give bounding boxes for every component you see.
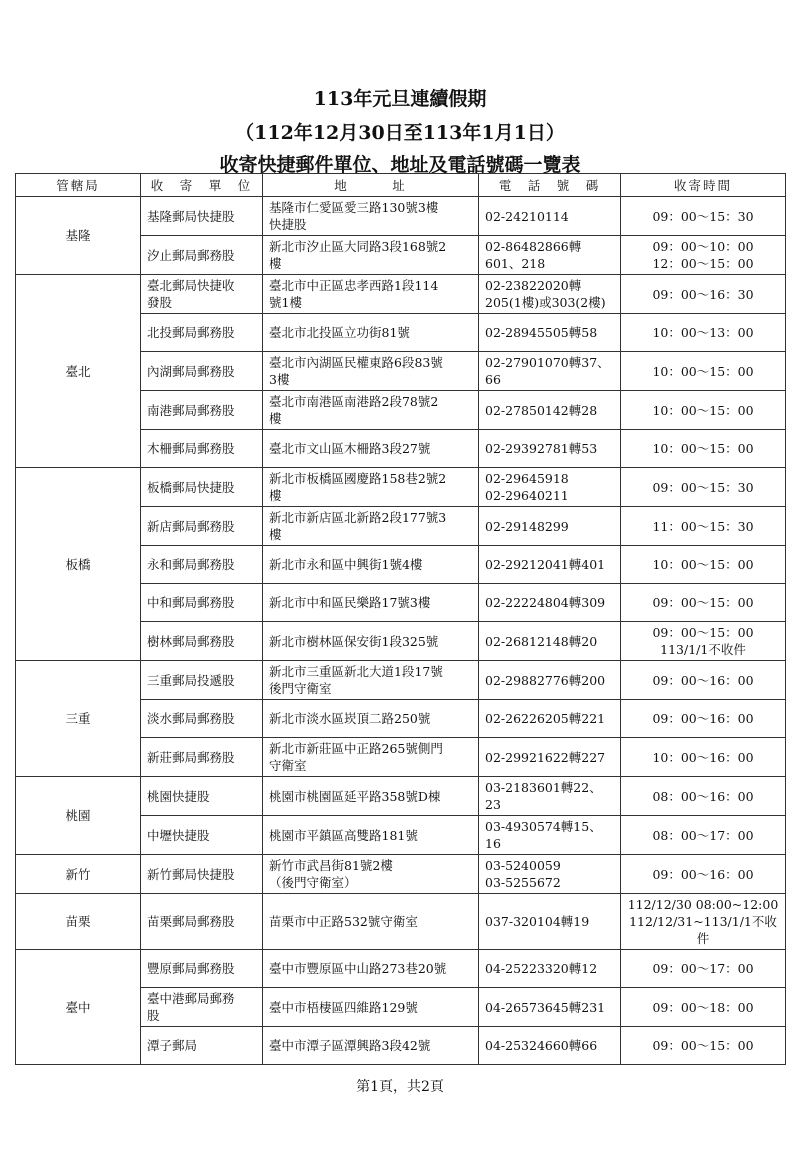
table-row: [16, 275, 786, 314]
region-cell: 三重: [16, 661, 141, 777]
table-body: [16, 197, 786, 1065]
phone-cell: [479, 584, 621, 622]
col-header-address: 地 址: [263, 174, 479, 197]
phone-cell: [479, 816, 621, 855]
unit-cell-line: 潭子郵局: [147, 1038, 198, 1053]
unit-cell: [141, 738, 263, 777]
hours-cell: [621, 661, 786, 700]
phone-cell-line: 02-27850142轉28: [485, 402, 598, 418]
unit-cell-line: 豐原郵局郵務股: [147, 961, 235, 976]
hours-cell: [621, 197, 786, 236]
unit-cell: [141, 816, 263, 855]
phone-cell: [479, 197, 621, 236]
phone-cell: [479, 622, 621, 661]
phone-cell-line: 04-25324660轉66: [485, 1038, 598, 1053]
phone-cell: [479, 546, 621, 584]
phone-cell-line: 02-26812148轉20: [485, 633, 598, 649]
express-mail-table: [15, 173, 786, 1065]
hours-cell: [621, 894, 786, 950]
unit-cell: [141, 584, 263, 622]
address-cell-line: 樓: [269, 411, 282, 426]
unit-cell-line: 發股: [147, 295, 173, 310]
unit-cell: [141, 894, 263, 950]
hours-cell: [621, 622, 786, 661]
address-cell-line: 號1樓: [269, 295, 302, 310]
table-row: [16, 950, 786, 988]
unit-cell-line: 桃園快捷股: [147, 788, 210, 804]
address-cell-line: 樓: [269, 488, 282, 503]
hours-cell: [621, 700, 786, 738]
address-cell: [263, 352, 479, 391]
phone-cell: [479, 430, 621, 468]
unit-cell-line: 新莊郵局郵務股: [147, 749, 235, 765]
address-cell: [263, 236, 479, 275]
phone-cell-line: 02-26226205轉221: [485, 711, 606, 726]
phone-cell-line: 02-86482866轉: [485, 239, 582, 254]
table-header-row: [16, 174, 786, 197]
address-cell: [263, 391, 479, 430]
address-cell: [263, 507, 479, 546]
hours-cell: [621, 507, 786, 546]
hours-cell-line: 11：00～15：30: [652, 518, 754, 534]
hours-cell-line: 09：00～15：00: [652, 625, 754, 640]
table-row: [16, 468, 786, 507]
address-cell-line: 新北市三重區新北大道1段17號: [269, 664, 443, 679]
unit-cell: [141, 275, 263, 314]
hours-cell-line: 09：00～15：30: [652, 208, 754, 224]
unit-cell: [141, 352, 263, 391]
hours-cell: [621, 584, 786, 622]
phone-cell-line: 03-4930574轉15、16: [485, 819, 602, 851]
unit-cell: [141, 507, 263, 546]
address-cell: [263, 584, 479, 622]
address-cell-line: 新北市新店區北新路2段177號3: [269, 510, 447, 525]
region-cell: 板橋: [16, 468, 141, 661]
table-row: [16, 661, 786, 700]
phone-cell: [479, 507, 621, 546]
unit-cell-line: 南港郵局郵務股: [147, 402, 235, 418]
address-cell-line: 新北市永和區中興街1號4樓: [269, 557, 423, 572]
phone-cell-line: 02-29645918: [485, 471, 569, 486]
unit-cell-line: 臺中港郵局郵務: [147, 991, 235, 1006]
unit-cell: [141, 197, 263, 236]
unit-cell-line: 三重郵局投遞股: [147, 672, 235, 688]
address-cell-line: 桃園市桃園區延平路358號D棟: [269, 788, 441, 804]
date-range: （112年12月30日至113年1月1日）: [235, 122, 565, 144]
unit-cell-line: 樹林郵局郵務股: [147, 633, 235, 649]
unit-cell: [141, 236, 263, 275]
unit-cell: [141, 468, 263, 507]
region-cell: 基隆: [16, 197, 141, 275]
hours-cell-line: 10：00～15：00: [652, 557, 754, 572]
hours-cell-line: 112/12/30 08:00~12:00: [627, 897, 779, 912]
address-cell: [263, 1027, 479, 1065]
address-cell: [263, 197, 479, 236]
phone-cell-line: 04-26573645轉231: [485, 999, 606, 1015]
hours-cell: [621, 391, 786, 430]
address-cell: [263, 894, 479, 950]
unit-cell-line: 淡水郵局郵務股: [147, 711, 235, 726]
phone-cell-line: 02-24210114: [485, 208, 569, 224]
hours-cell-line: 09：00～16：00: [652, 711, 754, 726]
unit-cell: [141, 855, 263, 894]
address-cell-line: 守衛室: [269, 758, 307, 773]
address-cell: [263, 855, 479, 894]
unit-cell-line: 汐止郵局郵務股: [147, 247, 235, 263]
address-cell-line: 快捷股: [269, 217, 307, 232]
hours-cell: [621, 950, 786, 988]
unit-cell: [141, 777, 263, 816]
unit-cell: [141, 988, 263, 1027]
address-cell-line: 新竹市武昌街81號2樓: [269, 858, 393, 873]
region-cell: 苗栗: [16, 894, 141, 950]
unit-cell-line: 新竹郵局快捷股: [147, 866, 235, 882]
hours-cell: [621, 236, 786, 275]
address-cell-line: 臺北市北投區立功街81號: [269, 325, 410, 340]
address-cell-line: 新北市淡水區崁頂二路250號: [269, 711, 431, 726]
phone-cell: [479, 661, 621, 700]
hours-cell: [621, 855, 786, 894]
phone-cell-line: 02-28945505轉58: [485, 325, 598, 340]
col-header-phone: 電 話 號 碼: [479, 174, 621, 197]
col-header-region: 管轄局: [16, 174, 141, 197]
unit-cell-line: 中壢快捷股: [147, 827, 210, 843]
phone-cell-line: 02-29640211: [485, 488, 569, 503]
hours-cell-line: 12：00～15：00: [652, 256, 754, 271]
address-cell-line: 臺北市南港區南港路2段78號2: [269, 394, 439, 409]
col-header-unit: 收 寄 單 位: [141, 174, 263, 197]
phone-cell-line: 601、218: [485, 256, 546, 271]
address-cell: [263, 275, 479, 314]
unit-cell: [141, 391, 263, 430]
phone-cell: [479, 391, 621, 430]
phone-cell-line: 03-5255672: [485, 875, 561, 890]
address-cell: [263, 546, 479, 584]
hours-cell: [621, 430, 786, 468]
address-cell: [263, 622, 479, 661]
address-cell: [263, 988, 479, 1027]
hours-cell-line: 09：00～18：00: [652, 999, 754, 1015]
address-cell-line: 新北市樹林區保安街1段325號: [269, 633, 439, 649]
address-cell-line: 新北市汐止區大同路3段168號2: [269, 239, 447, 254]
unit-cell-line: 新店郵局郵務股: [147, 518, 235, 534]
address-cell-line: 3樓: [269, 372, 290, 387]
hours-cell-line: 113/1/1不收件: [660, 642, 746, 657]
table-row: [16, 197, 786, 236]
phone-cell: [479, 1027, 621, 1065]
table-row: [16, 855, 786, 894]
hours-cell-line: 09：00～15：00: [652, 595, 754, 610]
col-header-hours: 收寄時間: [621, 174, 786, 197]
hours-cell-line: 09：00～15：30: [652, 479, 754, 495]
phone-cell-line: 02-29148299: [485, 518, 569, 534]
hours-cell-line: 08：00～17：00: [652, 827, 754, 843]
hours-cell: [621, 988, 786, 1027]
phone-cell: [479, 738, 621, 777]
address-cell-line: 臺北市文山區木柵路3段27號: [269, 441, 431, 456]
phone-cell: [479, 855, 621, 894]
phone-cell: [479, 468, 621, 507]
unit-cell-line: 北投郵局郵務股: [147, 325, 235, 340]
unit-cell: [141, 430, 263, 468]
address-cell-line: 臺北市內湖區民權東路6段83號: [269, 355, 443, 370]
phone-cell-line: 66: [485, 372, 501, 387]
hours-cell-line: 10：00～13：00: [652, 325, 754, 340]
address-cell: [263, 700, 479, 738]
phone-cell: [479, 314, 621, 352]
phone-cell-line: 02-27901070轉37、: [485, 355, 610, 370]
hours-cell-line: 112/12/31~113/1/1不收件: [629, 914, 777, 946]
hours-cell: [621, 738, 786, 777]
address-cell-line: 新北市中和區民樂路17號3樓: [269, 595, 431, 610]
address-cell-line: 新北市新莊區中正路265號側門: [269, 741, 443, 756]
hours-cell-line: 10：00～16：00: [652, 749, 754, 765]
phone-cell-line: 02-22224804轉309: [485, 595, 606, 610]
unit-cell-line: 板橋郵局快捷股: [147, 479, 235, 495]
phone-cell-line: 205(1樓)或303(2樓): [485, 295, 606, 310]
address-cell: [263, 468, 479, 507]
address-cell-line: （後門守衛室）: [269, 875, 357, 890]
unit-cell-line: 內湖郵局郵務股: [147, 363, 235, 379]
phone-cell-line: 02-29921622轉227: [485, 749, 606, 765]
address-cell-line: 臺北市中正區忠孝西路1段114: [269, 278, 439, 293]
phone-cell-line: 03-2183601轉22、23: [485, 780, 602, 812]
phone-cell: [479, 894, 621, 950]
unit-cell-line: 臺北郵局快捷收: [147, 278, 235, 293]
phone-cell-line: 037-320104轉19: [485, 914, 590, 929]
address-cell-line: 桃園市平鎮區高雙路181號: [269, 827, 418, 843]
address-cell-line: 新北市板橋區國慶路158巷2號2: [269, 471, 447, 486]
unit-cell: [141, 314, 263, 352]
table-title: 收寄快捷郵件單位、地址及電話號碼一覽表: [219, 154, 581, 176]
hours-cell-line: 10：00～15：00: [652, 363, 754, 379]
address-cell-line: 臺中市潭子區潭興路3段42號: [269, 1038, 431, 1053]
hours-cell: [621, 1027, 786, 1065]
unit-cell-line: 基隆郵局快捷股: [147, 208, 235, 224]
address-cell-line: 臺中市豐原區中山路273巷20號: [269, 961, 447, 976]
hours-cell-line: 09：00～10：00: [652, 239, 754, 254]
hours-cell-line: 09：00～16：30: [652, 286, 754, 302]
phone-cell-line: 04-25223320轉12: [485, 961, 598, 976]
phone-cell-line: 02-29392781轉53: [485, 441, 598, 456]
hours-cell: [621, 816, 786, 855]
address-cell: [263, 950, 479, 988]
hours-cell: [621, 546, 786, 584]
phone-cell: [479, 236, 621, 275]
hours-cell-line: 08：00～16：00: [652, 788, 754, 804]
region-cell: 臺中: [16, 950, 141, 1065]
phone-cell-line: 03-5240059: [485, 858, 561, 873]
phone-cell: [479, 275, 621, 314]
address-cell: [263, 816, 479, 855]
address-cell-line: 臺中市梧棲區四維路129號: [269, 999, 418, 1015]
hours-cell: [621, 275, 786, 314]
table-row: [16, 894, 786, 950]
unit-cell-line: 永和郵局郵務股: [147, 557, 235, 572]
table-row: [16, 777, 786, 816]
unit-cell: [141, 700, 263, 738]
phone-cell: [479, 950, 621, 988]
unit-cell-line: 苗栗郵局郵務股: [147, 914, 235, 929]
hours-cell: [621, 352, 786, 391]
hours-cell-line: 10：00～15：00: [652, 402, 754, 418]
address-cell-line: 樓: [269, 256, 282, 271]
phone-cell: [479, 988, 621, 1027]
unit-cell-line: 木柵郵局郵務股: [147, 441, 235, 456]
address-cell: [263, 430, 479, 468]
unit-cell: [141, 1027, 263, 1065]
region-cell: 臺北: [16, 275, 141, 468]
address-cell: [263, 738, 479, 777]
phone-cell: [479, 700, 621, 738]
unit-cell: [141, 661, 263, 700]
address-cell: [263, 777, 479, 816]
hours-cell-line: 09：00～16：00: [652, 866, 754, 882]
address-cell-line: 基隆市仁愛區愛三路130號3樓: [269, 200, 439, 215]
hours-cell-line: 09：00～16：00: [652, 672, 754, 688]
hours-cell-line: 10：00～15：00: [652, 441, 754, 456]
phone-cell-line: 02-29882776轉200: [485, 672, 606, 688]
region-cell: 新竹: [16, 855, 141, 894]
address-cell: [263, 314, 479, 352]
hours-cell: [621, 468, 786, 507]
hours-cell-line: 09：00～15：00: [652, 1038, 754, 1053]
unit-cell: [141, 546, 263, 584]
unit-cell: [141, 622, 263, 661]
hours-cell: [621, 777, 786, 816]
address-cell: [263, 661, 479, 700]
address-cell-line: 樓: [269, 527, 282, 542]
phone-cell-line: 02-23822020轉: [485, 278, 582, 293]
unit-cell: [141, 950, 263, 988]
unit-cell-line: 中和郵局郵務股: [147, 595, 235, 610]
phone-cell: [479, 777, 621, 816]
address-cell-line: 苗栗市中正路532號守衛室: [269, 914, 418, 929]
hours-cell-line: 09：00～17：00: [652, 961, 754, 976]
phone-cell-line: 02-29212041轉401: [485, 557, 606, 572]
region-cell: 桃園: [16, 777, 141, 855]
phone-cell: [479, 352, 621, 391]
unit-cell-line: 股: [147, 1008, 160, 1023]
page-number: 第1頁，共2頁: [356, 1079, 444, 1095]
document-title: 113年元旦連續假期: [313, 88, 487, 110]
address-cell-line: 後門守衛室: [269, 681, 332, 696]
hours-cell: [621, 314, 786, 352]
